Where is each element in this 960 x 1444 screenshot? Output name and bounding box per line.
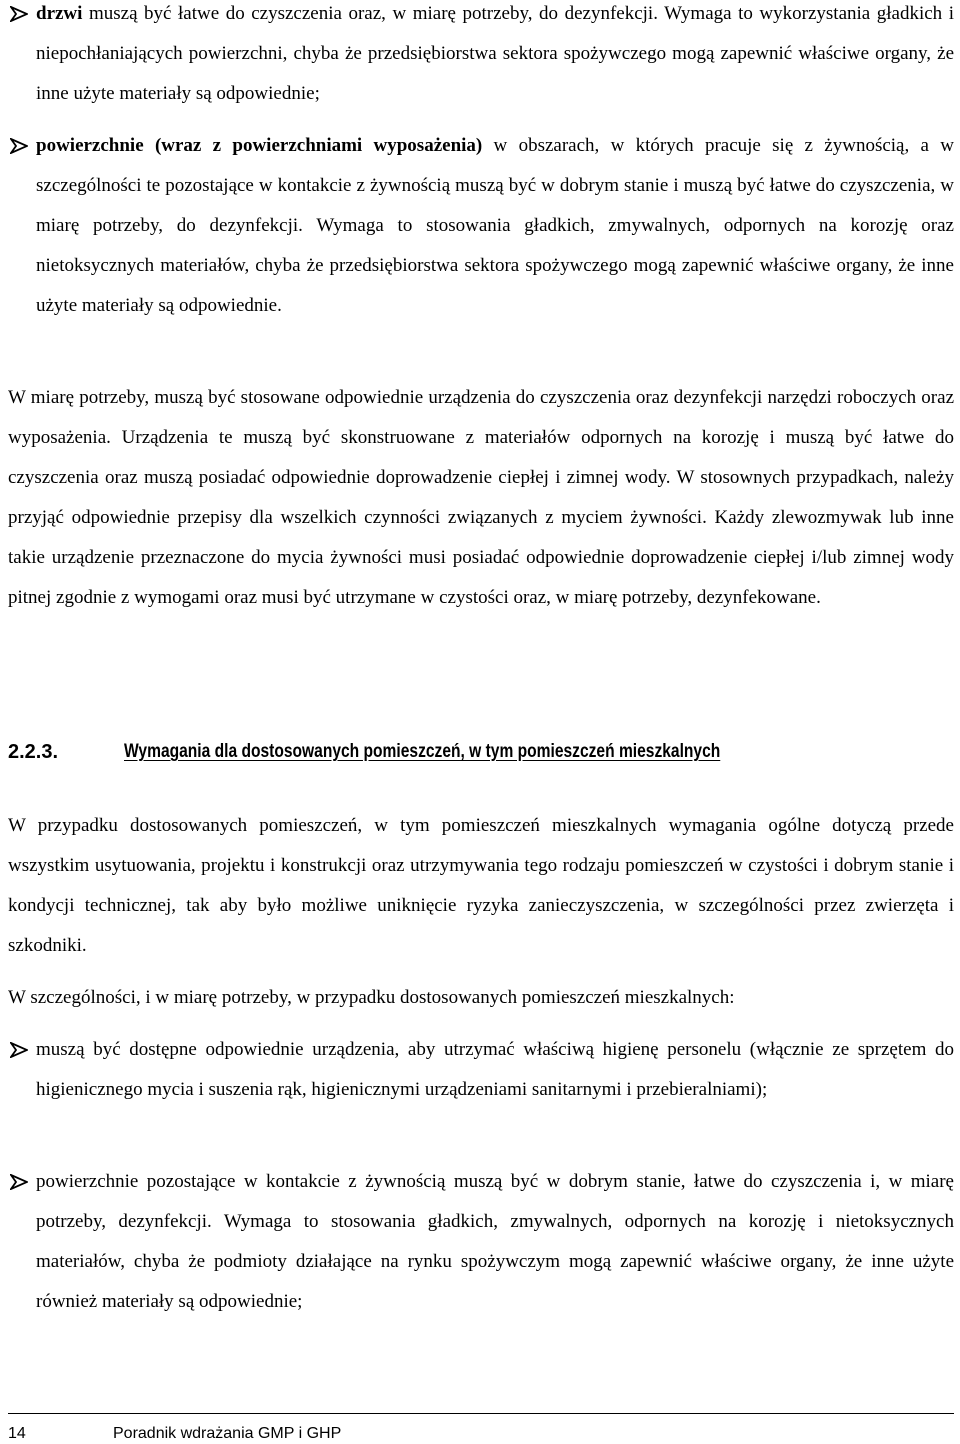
bullet-bold-term: drzwi [36, 3, 83, 24]
bullet-food-contact-surfaces [8, 1162, 954, 1322]
bullet-bold-term: powierzchnie (wraz z powierzchniami wyposażenia) [36, 135, 483, 156]
paragraph-cleaning-equipment: W miarę potrzeby, muszą być stosowane odpowiednie urządzenia do czyszczenia oraz dezynfekcji narzędzi roboczych oraz wyposażenia. Urządzenia te muszą być skonstruowane z materiałów odpornych na korozję i muszą być łatwe do czyszczenia oraz muszą posiadać odpowiednie doprowadzenie ciepłej i zimnej wody. W stosownych przypadkach, należy przyjąć odpowiednie przepisy dla wszelkich czynności związanych z myciem żywności. Każdy zlewozmywak lub inne takie urządzenie przeznaczone do mycia żywności musi posiadać odpowiednie doprowadzenie ciepłej i/lub zimnej wody pitnej zgodnie z wymogami oraz musi być utrzymane w czystości oraz, w miarę potrzeby, dezynfekowane. [8, 387, 954, 608]
section-heading [8, 735, 851, 769]
bullet-surfaces [8, 126, 954, 326]
page-number: 14 [8, 1425, 26, 1442]
footer-divider [8, 1413, 954, 1414]
bullet-text: w obszarach, w których pracuje się z żywnością, a w szczególności te pozostające w kontakcie z żywnością muszą być w dobrym stanie i muszą być łatwe do czyszczenia, w miarę potrzeby, do dezynfekcji. Wymaga to stosowania gładkich, zmywalnych, odpornych na korozję oraz nietoksycznych materiałów, chyba że przedsiębiorstwa sektora spożywczego mogą zapewnić właściwe organy, że inne użyte materiały są odpowiednie. [36, 135, 954, 316]
bullet-personnel-hygiene [8, 1030, 954, 1110]
arrow-bullet-icon [10, 6, 28, 22]
section-title: Wymagania dla dostosowanych pomieszczeń, w tym pomieszczeń mieszkalnych [124, 741, 721, 762]
arrow-bullet-icon [10, 1174, 28, 1190]
section-number: 2.2.3. [8, 740, 59, 763]
bullet-text: powierzchnie pozostające w kontakcie z żywnością muszą być w dobrym stanie, łatwe do czyszczenia i, w miarę potrzeby, dezynfekcji. Wymaga to stosowania gładkich, zmywalnych, odpornych na korozję i nietoksycznych materiałów, chyba że podmioty działające na rynku spożywczym mogą zapewnić właściwe organy, że inne użyte również materiały są odpowiednie; [36, 1171, 954, 1312]
page-footer [8, 1424, 341, 1444]
bullet-doors [8, 0, 954, 114]
bullet-text: muszą być łatwe do czyszczenia oraz, w miarę potrzeby, do dezynfekcji. Wymaga to wykorzystania gładkich i niepochłaniających powierzchni, chyba że przedsiębiorstwa sektora spożywczego mogą zapewnić właściwe organy, że inne użyte materiały są odpowiednie; [36, 3, 954, 104]
arrow-bullet-icon [10, 1042, 28, 1058]
arrow-bullet-icon [10, 138, 28, 154]
bullet-text: muszą być dostępne odpowiednie urządzenia, aby utrzymać właściwą higienę personelu (włącznie ze sprzętem do higienicznego mycia i suszenia rąk, higienicznymi urządzeniami sanitarnymi i przebieralniami); [36, 1039, 954, 1100]
paragraph-adapted-premises: W przypadku dostosowanych pomieszczeń, w tym pomieszczeń mieszkalnych wymagania ogólne dotyczą przede wszystkim usytuowania, projektu i konstrukcji oraz utrzymywania tego rodzaju pomieszczeń w czystości i dobrym stanie i kondycji technicznej, tak aby było możliwe uniknięcie ryzyka zanieczyszczenia, w szczególności przez zwierzęta i szkodniki. [8, 815, 954, 956]
paragraph-list-intro: W szczególności, i w miarę potrzeby, w przypadku dostosowanych pomieszczeń mieszkalnych: [8, 987, 735, 1008]
document-title: Poradnik wdrażania GMP i GHP [113, 1425, 342, 1442]
